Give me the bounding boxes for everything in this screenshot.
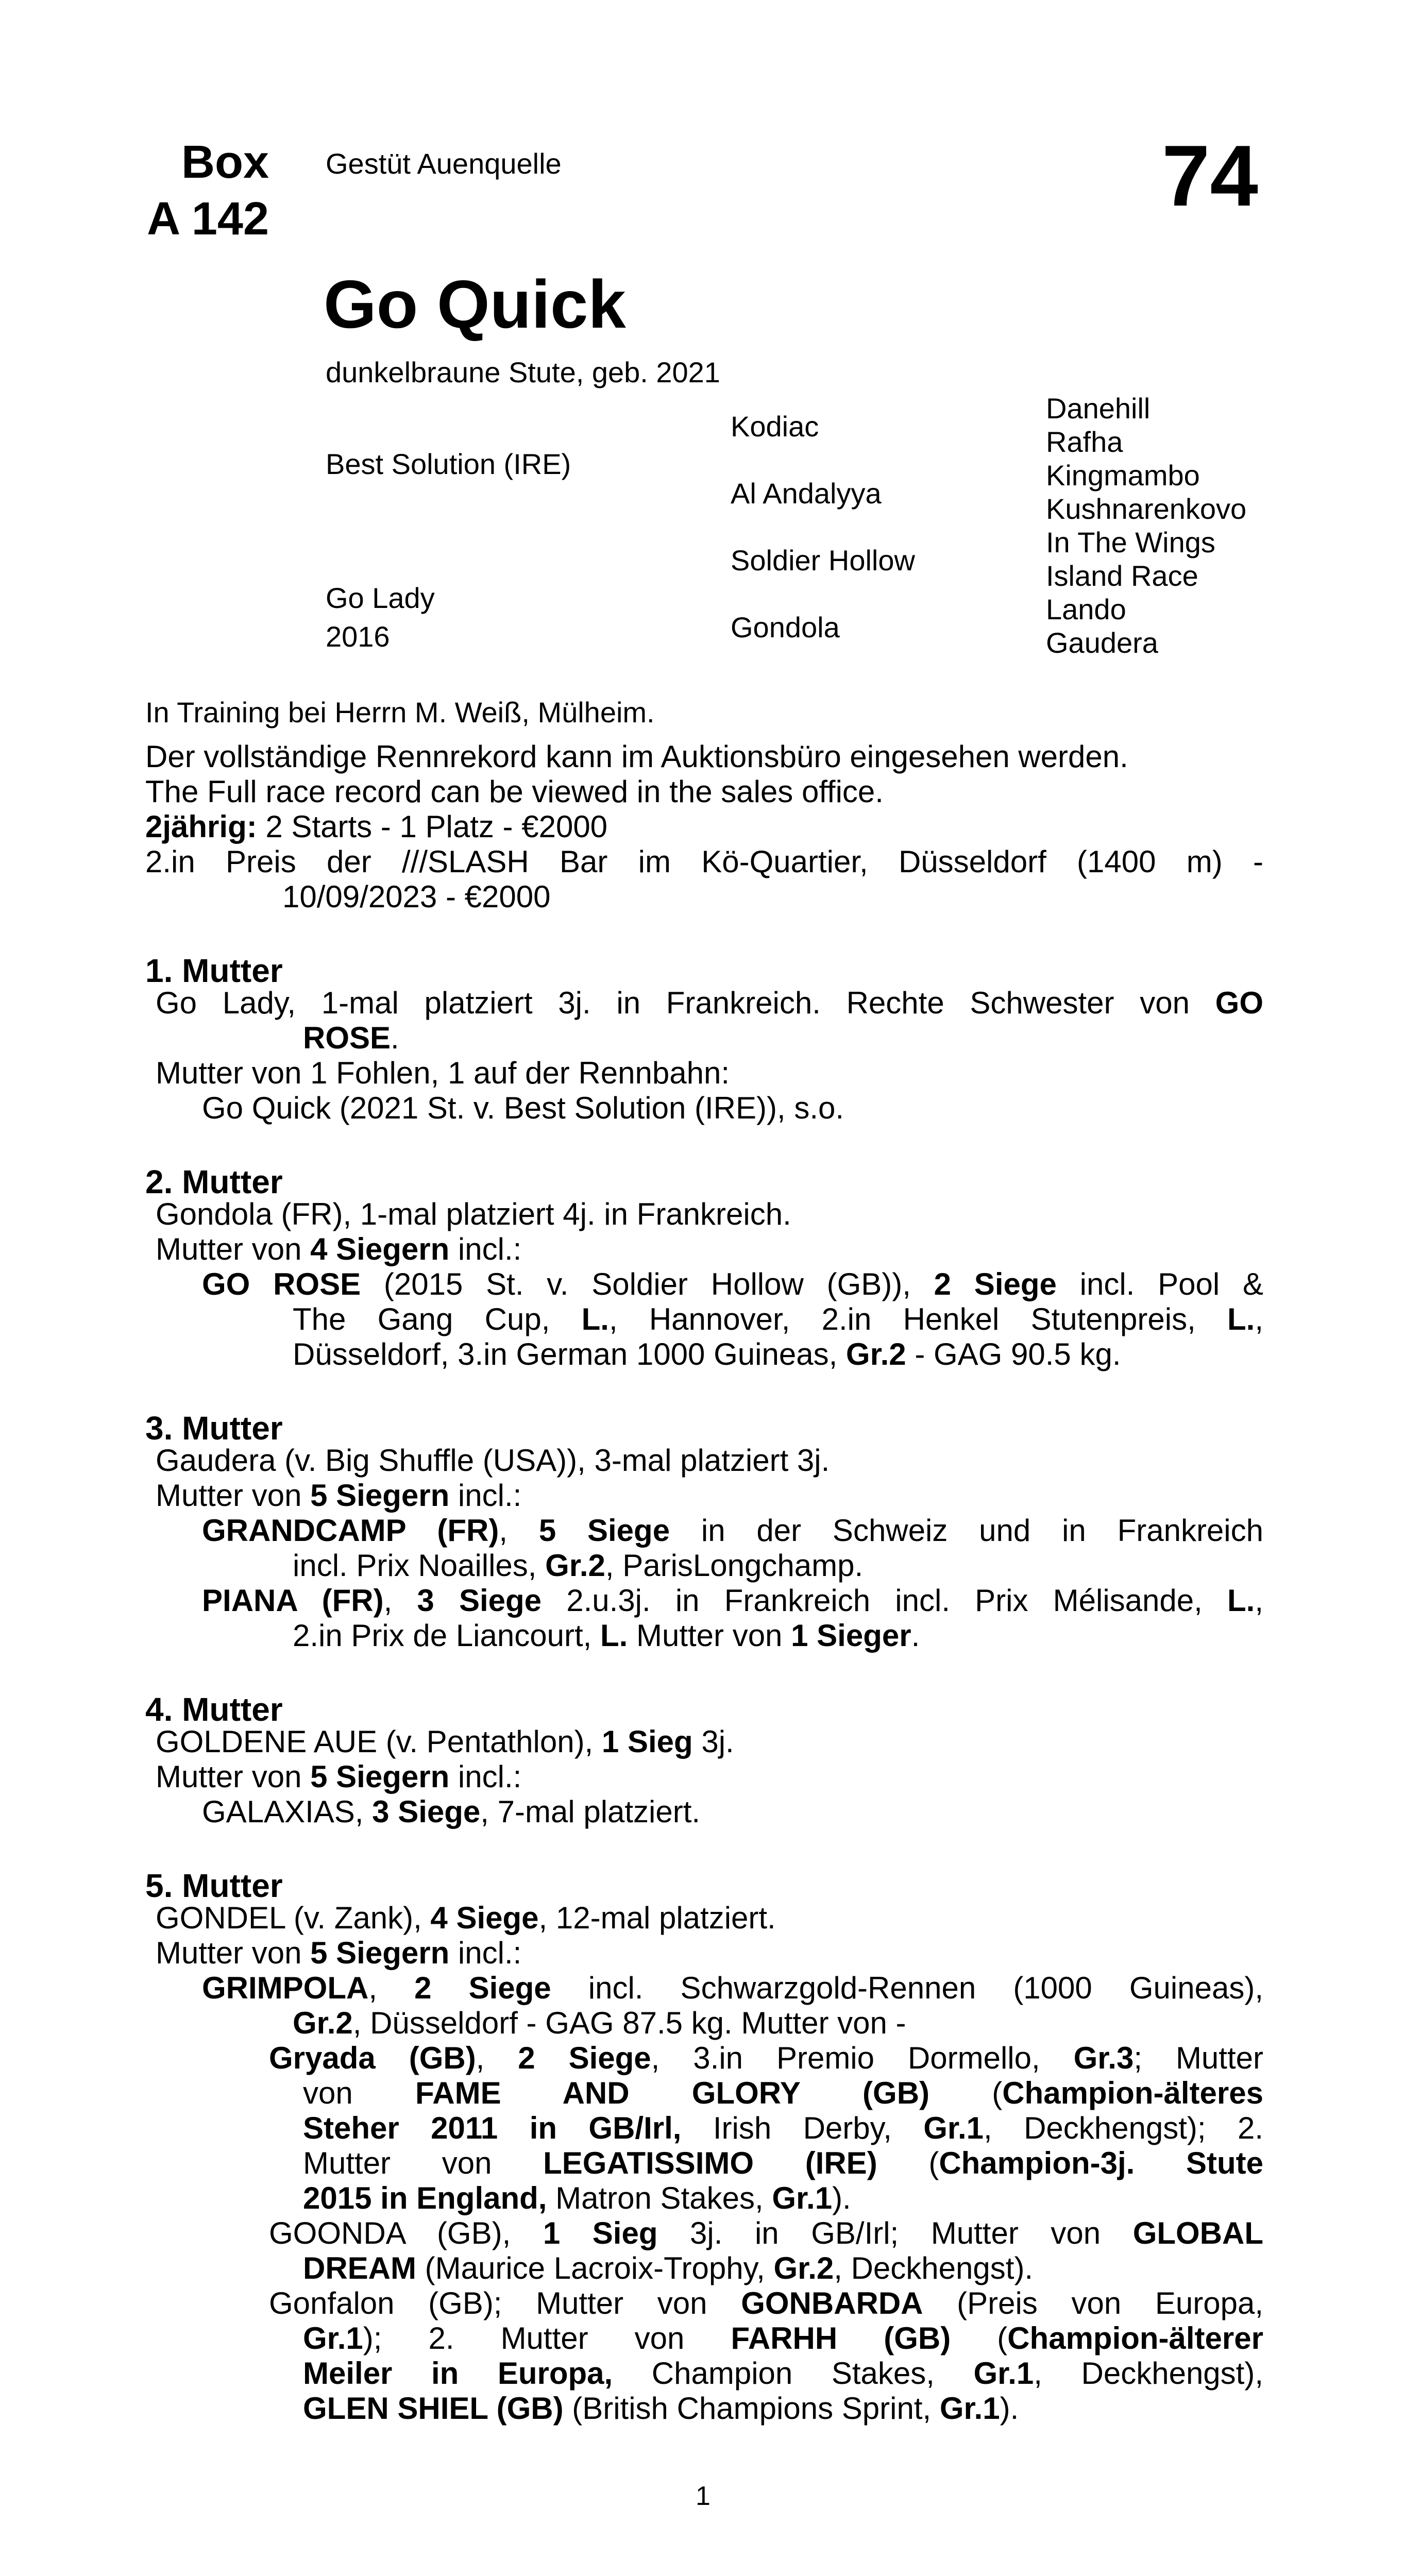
dam5-line2: Mutter von 5 Siegern incl.: <box>156 1936 522 1970</box>
stud-name: Gestüt Auenquelle <box>326 147 562 180</box>
dam5-line4: Gr.2, Düsseldorf - GAG 87.5 kg. Mutter von - <box>293 2006 906 2040</box>
dam2-line1: Gondola (FR), 1-mal platziert 4j. in Frankreich. <box>156 1197 791 1231</box>
pedigree-sire-sire: Kodiac <box>731 410 819 443</box>
box-label: Box <box>181 137 269 188</box>
dam5-line12: Gonfalon (GB); Mutter von GONBARDA (Preis von Europa, <box>269 2286 1264 2320</box>
dam5-line10: GOONDA (GB), 1 Sieg 3j. in GB/Irl; Mutter von GLOBAL <box>269 2216 1263 2250</box>
dam3-line6: 2.in Prix de Liancourt, L. Mutter von 1 Sieger. <box>293 1618 920 1653</box>
dam5-line14: Meiler in Europa, Champion Stakes, Gr.1, Deckhengst), <box>303 2356 1263 2391</box>
dam5-line9: 2015 in England, Matron Stakes, Gr.1). <box>303 2181 851 2215</box>
pedigree-sire-dam: Al Andalyya <box>731 477 882 510</box>
page-number: 1 <box>696 2481 711 2511</box>
pedigree-g3-3: Kingmambo <box>1046 459 1200 492</box>
dam3-line3: GRANDCAMP (FR), 5 Siege in der Schweiz und in Frankreich <box>202 1513 1263 1548</box>
race-record-placing-date: 10/09/2023 - €2000 <box>282 879 551 914</box>
dam5-line7: Steher 2011 in GB/Irl, Irish Derby, Gr.1, Deckhengst); 2. <box>303 2111 1264 2145</box>
pedigree-g3-4: Kushnarenkovo <box>1046 493 1247 525</box>
dam5-title: 5. Mutter <box>145 1867 283 1904</box>
dam4-title: 4. Mutter <box>145 1691 283 1728</box>
dam3-line2: Mutter von 5 Siegern incl.: <box>156 1478 522 1513</box>
dam3-line4: incl. Prix Noailles, Gr.2, ParisLongchamp. <box>293 1548 864 1583</box>
dam5-line1: GONDEL (v. Zank), 4 Siege, 12-mal platziert. <box>156 1901 776 1935</box>
dam5-line13: Gr.1); 2. Mutter von FARHH (GB) (Champion-älterer <box>303 2321 1263 2355</box>
lot-number: 74 <box>1162 127 1258 224</box>
pedigree-g3-5: In The Wings <box>1046 526 1215 558</box>
dam2-line4: The Gang Cup, L., Hannover, 2.in Henkel Stutenpreis, L., <box>293 1302 1263 1336</box>
pedigree-dam-dam: Gondola <box>731 611 840 643</box>
horse-name: Go Quick <box>324 266 626 342</box>
pedigree-sire: Best Solution (IRE) <box>326 448 571 480</box>
race-record-summary: 2jährig: 2 Starts - 1 Platz - €2000 <box>145 809 608 844</box>
training-info: In Training bei Herrn M. Weiß, Mülheim. <box>145 696 655 728</box>
dam5-line5: Gryada (GB), 2 Siege, 3.in Premio Dormello, Gr.3; Mutter <box>269 2041 1263 2075</box>
dam3-line5: PIANA (FR), 3 Siege 2.u.3j. in Frankreich incl. Prix Mélisande, L., <box>202 1583 1263 1618</box>
dam4-line1: GOLDENE AUE (v. Pentathlon), 1 Sieg 3j. <box>156 1724 734 1759</box>
dam2-title: 2. Mutter <box>145 1163 283 1200</box>
pedigree-g3-1: Danehill <box>1046 392 1151 425</box>
pedigree-g3-8: Gaudera <box>1046 626 1158 659</box>
pedigree-g3-2: Rafha <box>1046 426 1123 458</box>
dam2-line2: Mutter von 4 Siegern incl.: <box>156 1232 522 1266</box>
dam2-line3: GO ROSE (2015 St. v. Soldier Hollow (GB)), 2 Siege incl. Pool & <box>202 1267 1263 1301</box>
pedigree-g3-6: Island Race <box>1046 560 1198 592</box>
pedigree-dam: Go Lady <box>326 582 435 614</box>
box-number: A 142 <box>147 193 269 245</box>
pedigree-g3-7: Lando <box>1046 593 1126 625</box>
dam1-line1: Go Lady, 1-mal platziert 3j. in Frankreich. Rechte Schwester von GO <box>156 986 1263 1020</box>
dam4-line3: GALAXIAS, 3 Siege, 7-mal platziert. <box>202 1794 701 1829</box>
dam1-line2: ROSE. <box>303 1021 399 1055</box>
dam5-line8: Mutter von LEGATISSIMO (IRE) (Champion-3j. Stute <box>303 2146 1264 2180</box>
dam5-line3: GRIMPOLA, 2 Siege incl. Schwarzgold-Rennen (1000 Guineas), <box>202 1971 1263 2005</box>
race-record-placing: 2.in Preis der ///SLASH Bar im Kö-Quartier, Düsseldorf (1400 m) - <box>145 844 1263 879</box>
pedigree-dam-sire: Soldier Hollow <box>731 544 915 577</box>
dam5-line11: DREAM (Maurice Lacroix-Trophy, Gr.2, Deckhengst). <box>303 2251 1034 2285</box>
dam3-line1: Gaudera (v. Big Shuffle (USA)), 3-mal platziert 3j. <box>156 1443 830 1478</box>
dam4-line2: Mutter von 5 Siegern incl.: <box>156 1759 522 1794</box>
dam1-title: 1. Mutter <box>145 952 283 989</box>
dam1-line4: Go Quick (2021 St. v. Best Solution (IRE)), s.o. <box>202 1091 844 1125</box>
pedigree-dam-year: 2016 <box>326 620 390 653</box>
horse-description: dunkelbraune Stute, geb. 2021 <box>326 356 720 388</box>
dam5-line15: GLEN SHIEL (GB) (British Champions Sprint, Gr.1). <box>303 2391 1019 2426</box>
dam2-line5: Düsseldorf, 3.in German 1000 Guineas, Gr.2 - GAG 90.5 kg. <box>293 1337 1121 1371</box>
race-record-en: The Full race record can be viewed in the sales office. <box>145 774 884 809</box>
dam5-line6: von FAME AND GLORY (GB) (Champion-älteres <box>303 2076 1263 2110</box>
dam3-title: 3. Mutter <box>145 1410 283 1447</box>
dam1-line3: Mutter von 1 Fohlen, 1 auf der Rennbahn: <box>156 1056 730 1090</box>
race-record-de: Der vollständige Rennrekord kann im Auktionsbüro eingesehen werden. <box>145 739 1128 774</box>
